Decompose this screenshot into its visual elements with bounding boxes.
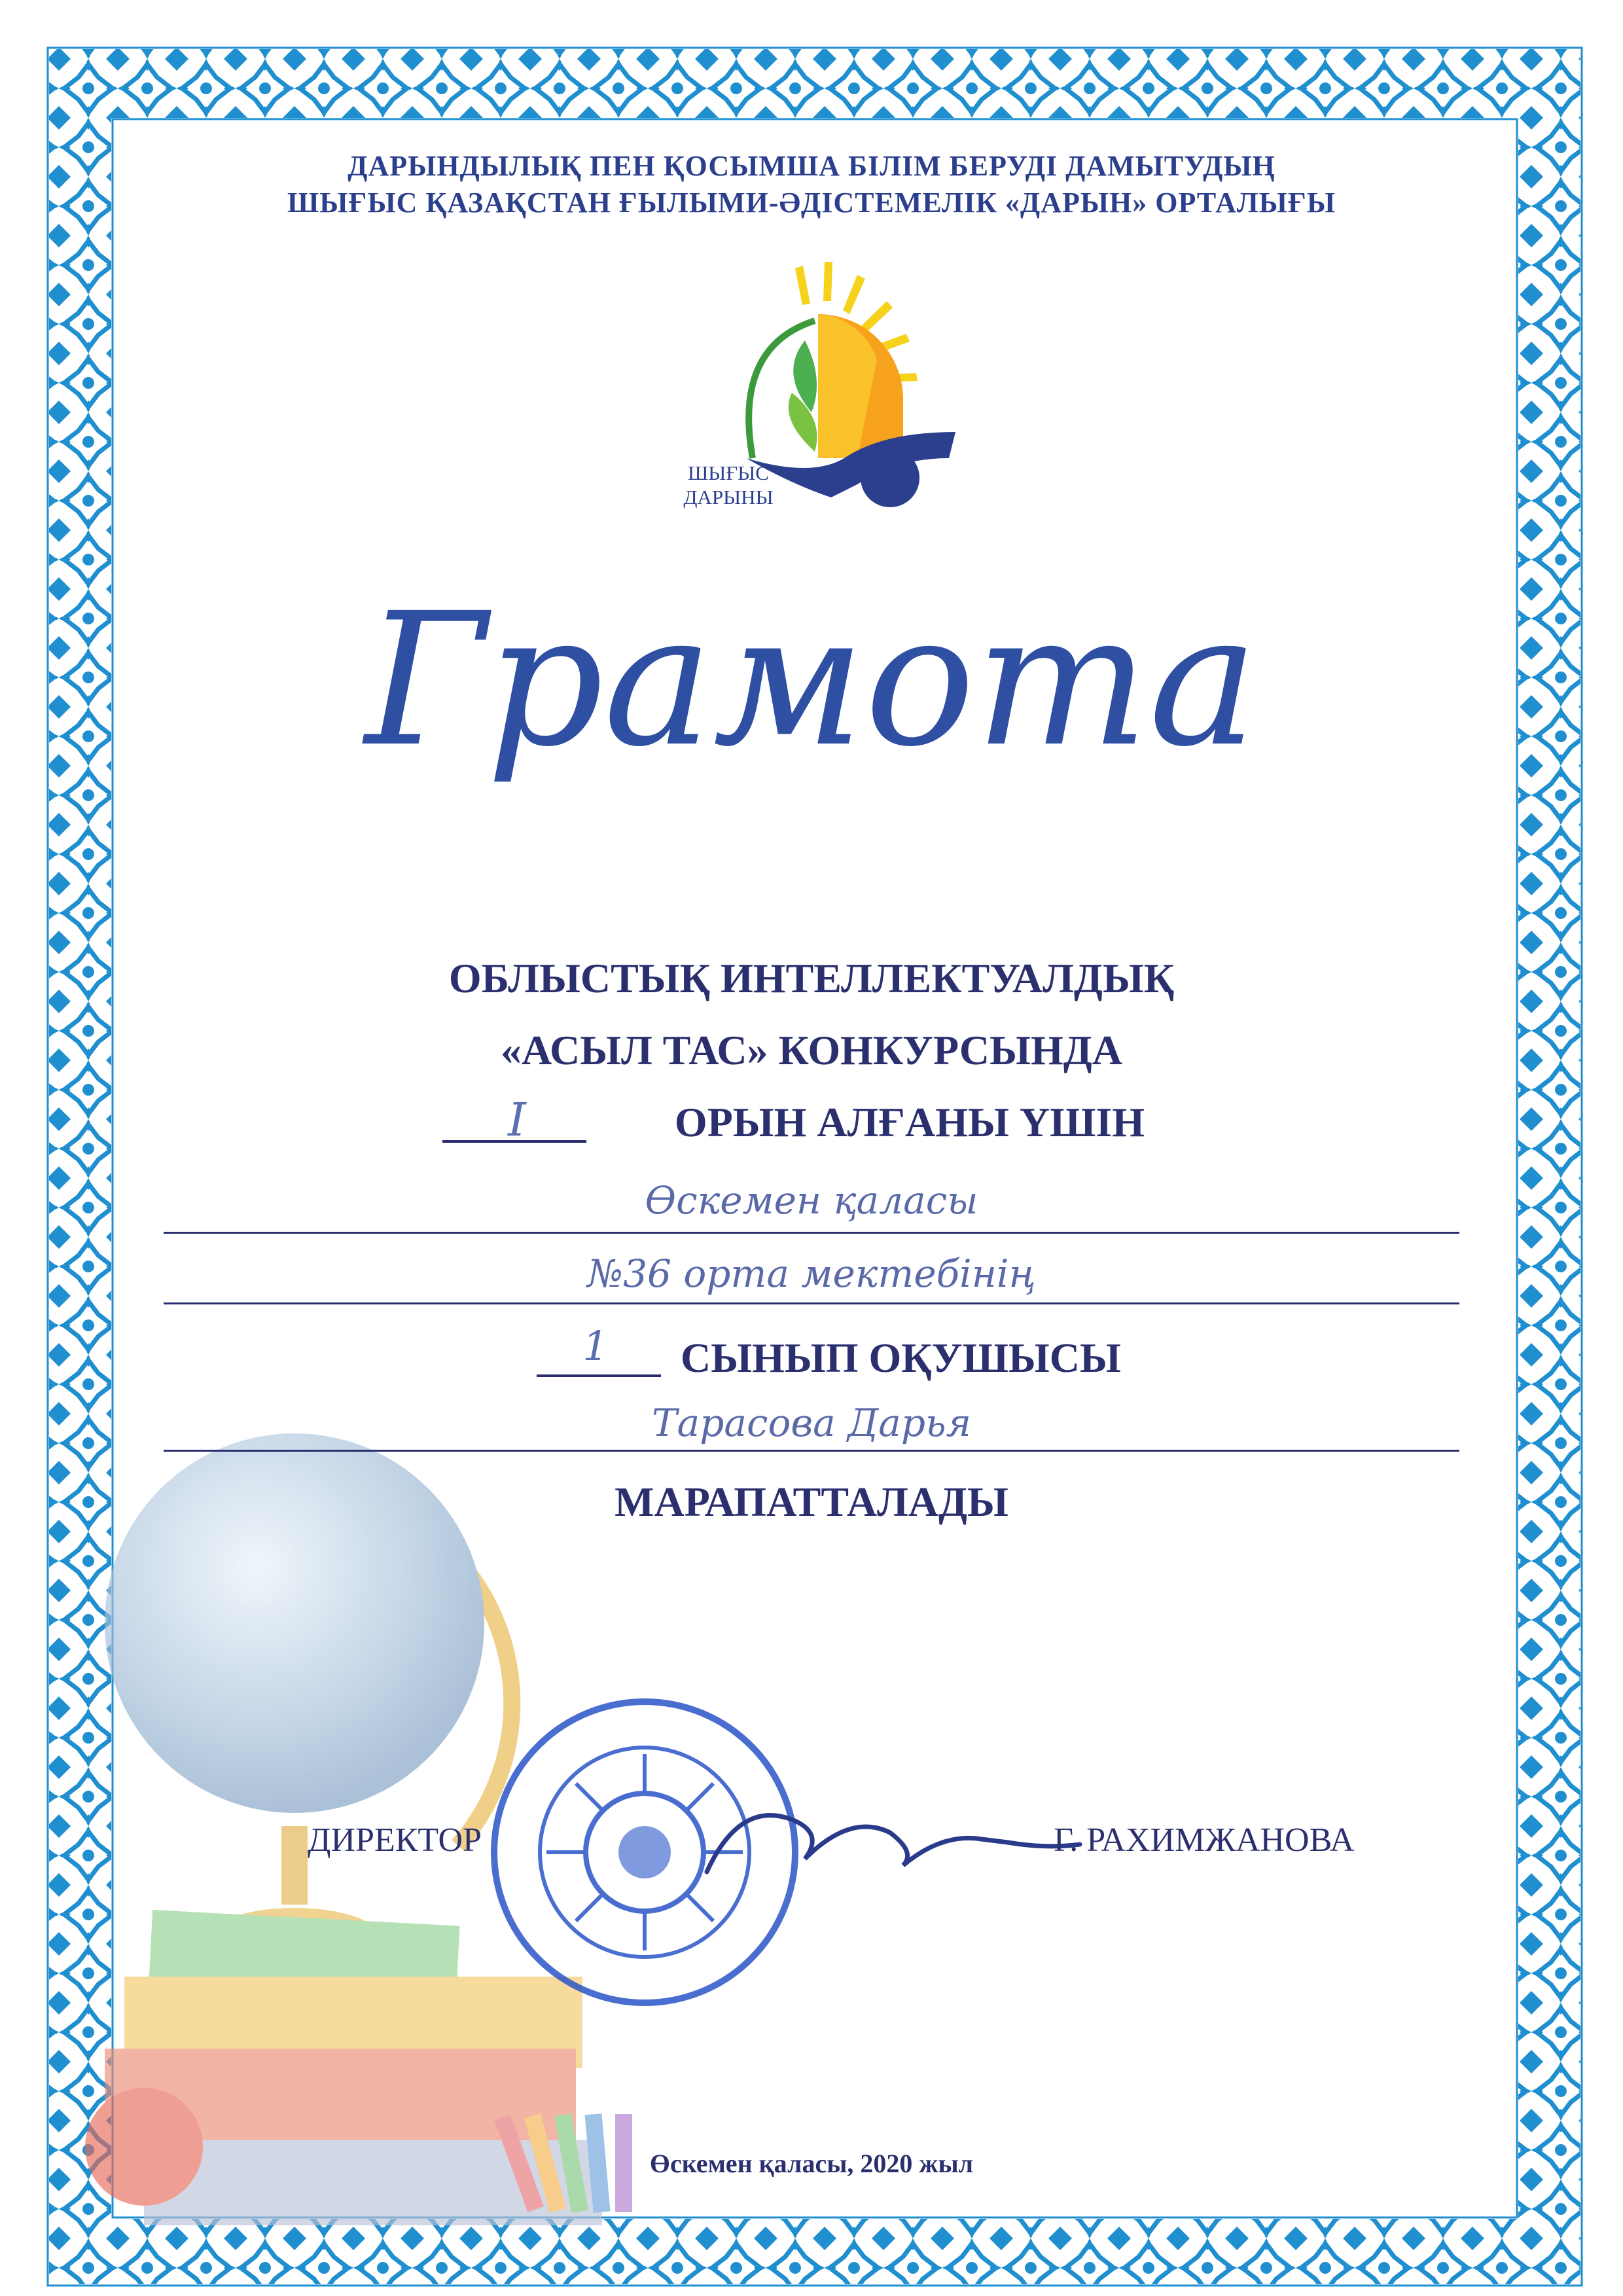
director-label: ДИРЕКТОР <box>308 1821 482 1859</box>
place-label: ОРЫН АЛҒАНЫ ҮШІН <box>674 1099 1145 1145</box>
logo-text-line-1: ШЫҒЫС <box>688 461 769 484</box>
logo-text-line-2: ДАРЫНЫ <box>683 486 774 509</box>
director-name: Г. РАХИМЖАНОВА <box>1054 1821 1355 1859</box>
signature-scribble <box>707 1816 1080 1872</box>
class-value-handwritten: 1 <box>582 1322 609 1370</box>
certificate-title: Грамота <box>365 574 1258 787</box>
award-text: МАРАПАТТАЛАДЫ <box>615 1479 1008 1525</box>
competition-line-1: ОБЛЫСТЫҚ ИНТЕЛЛЕКТУАЛДЫҚ <box>448 955 1175 1001</box>
handwritten-student-name: Тарасова Дарья <box>652 1401 971 1445</box>
class-label: СЫНЫП ОҚУШЫСЫ <box>681 1335 1121 1381</box>
footer-place-year: Өскемен қаласы, 2020 жыл <box>649 2149 974 2178</box>
competition-line-2: «АСЫЛ ТАС» КОНКУРСЫНДА <box>501 1027 1122 1073</box>
official-stamp-icon <box>494 1702 795 2003</box>
organization-line-2: ШЫҒЫС ҚАЗАҚСТАН ҒЫЛЫМИ-ӘДІСТЕМЕЛІК «ДАРЫН» ОРТАЛЫҒЫ <box>287 187 1336 219</box>
handwritten-city: Өскемен қаласы <box>645 1178 978 1223</box>
place-value-handwritten: I <box>508 1093 526 1147</box>
organization-line-1: ДАРЫНДЫЛЫҚ ПЕН ҚОСЫМША БІЛІМ БЕРУДІ ДАМЫТУДЫҢ <box>348 150 1275 182</box>
handwritten-school: №36 орта мектебінің <box>587 1251 1036 1296</box>
